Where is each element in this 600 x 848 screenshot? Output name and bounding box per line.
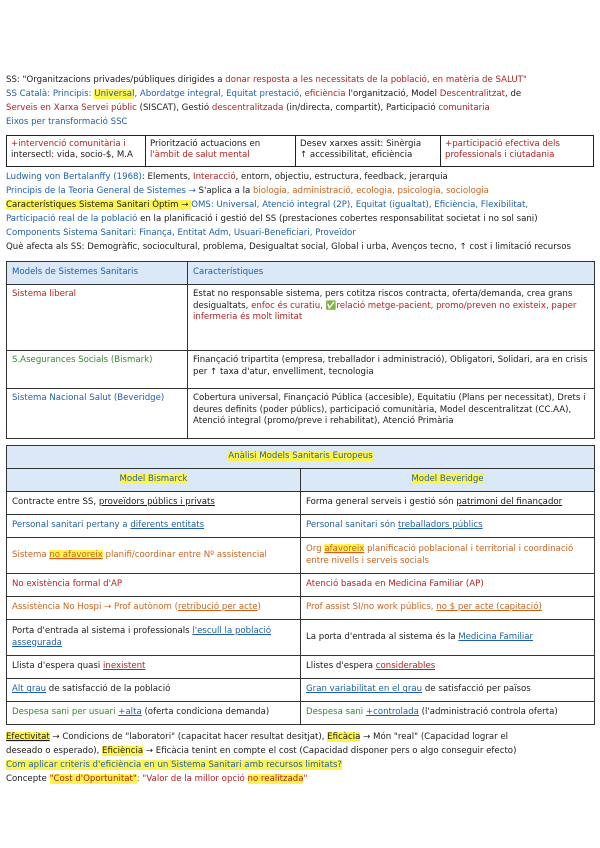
table-title: Anàlisi Models Sanitaris Europeus: [7, 446, 595, 469]
eixos-boxes: [6, 135, 594, 167]
table-row: [7, 351, 595, 389]
table-row: [7, 285, 595, 351]
table-row: [7, 702, 595, 725]
afecta-line: Què afecta als SS: Demogràfic, sociocultural, problema, Desigualtat social, Global i urba, Avenços tecno, ↑ cost i limitació recursos: [6, 242, 571, 252]
caracteristiques-line1: Característiques Sistema Sanitari Òptim → OMS: Universal, Atenció integral (2P), Equitat (igualtat), Eficiència, Flexibilitat,: [6, 200, 529, 210]
bismarck-cell: Despesa sani per usuari +alta (oferta condiciona demanda): [7, 702, 301, 725]
caracteristiques-line2: Participació real de la població en la planificació i gestió del SS (prestaciones cobertes responsabilitat societat i no sol sani): [6, 214, 538, 224]
bismarck-cell: Porta d'entrada al sistema i professionals l'escull la població assegurada: [7, 620, 301, 656]
bertalanffy-line: Ludwing von Bertalanffy (1968): Elements, Interacció, entorn, objectiu, estructura, feedback, jerarquia: [6, 172, 448, 182]
beveridge-cell: Gran variabilitat en el grau de satisfacció per països: [301, 679, 595, 702]
model-name: S.Asegurances Socials (Bismark): [7, 351, 188, 389]
header-caracteristiques: Característiques: [188, 262, 595, 285]
table-title-row: [7, 446, 595, 469]
ss-principis-line1: SS Català: Principis: Universal, Abordatge integral, Equitat prestació, eficiència l'organització, Model Descentralitzat, de: [6, 89, 522, 99]
bismarck-cell: Personal sanitari pertany a diferents entitats: [7, 515, 301, 538]
eficiencia-question: Com aplicar criteris d'eficiència en un Sistema Sanitari amb recursos limitats?: [6, 760, 342, 770]
header-beveridge: Model Beveridge: [301, 469, 595, 492]
eixos-heading: Eixos per transformació SSC: [6, 117, 128, 127]
bismarck-cell: No existència formal d'AP: [7, 574, 301, 597]
table-row: [7, 538, 595, 574]
efectivitat-line2: deseado o esperado), Eficiència → Eficàcia tenint en compte el cost (Capacidad disponer pers o algo conseguir efecto): [6, 746, 517, 756]
beveridge-cell: Prof assist SI/no work públics, no $ per acte (capitació): [301, 597, 595, 620]
european-models-table: [6, 445, 595, 725]
table-row: [7, 597, 595, 620]
bismarck-cell: Sistema no afavoreix planifi/coordinar entre Nº assistencial: [7, 538, 301, 574]
beveridge-cell: La porta d'entrada al sistema és la Medicina Familiar: [301, 620, 595, 656]
beveridge-cell: Org afavoreix planificació poblacional i territorial i coordinació entre nivells i serveis socials: [301, 538, 595, 574]
bismarck-cell: Contracte entre SS, proveïdors públics i privats: [7, 492, 301, 515]
beveridge-cell: Llistes d'espera considerables: [301, 656, 595, 679]
table-row: [7, 620, 595, 656]
bismarck-cell: Llista d'espera quasi inexistent: [7, 656, 301, 679]
tgs-principis-line: Principis de la Teoria General de Sistemes → S'aplica a la biologia, administració, ecologia, psicologia, sociologia: [6, 186, 489, 196]
table-row: [7, 656, 595, 679]
models-table: [6, 261, 595, 439]
beveridge-cell: Atenció basada en Medicina Familiar (AP): [301, 574, 595, 597]
eixo-box: Priorització actuacions en l'àmbit de salut mental: [146, 136, 296, 166]
bismarck-cell: Alt grau de satisfacció de la població: [7, 679, 301, 702]
ss-definition: SS: "Organitzacions privades/públiques dirigides a donar resposta a les necessitats de la població, en matèria de SALUT": [6, 75, 527, 85]
table-row: [7, 574, 595, 597]
table-header-row: [7, 262, 595, 285]
components-line: Components Sistema Sanitari: Finança, Entitat Adm, Usuari-Beneficiari, Proveïdor: [6, 228, 356, 238]
footer-notes: [6, 731, 594, 786]
table-row: [7, 389, 595, 439]
header-bismarck: Model Bismarck: [7, 469, 301, 492]
beveridge-cell: Forma general serveis i gestió són patrimoni del finançador: [301, 492, 595, 515]
model-text: Finançació tripartita (empresa, treballador i administració), Obligatori, Solidari, ara en crisis per ↑ taxa d'atur, envelliment, tecnologia: [188, 351, 595, 389]
table-row: [7, 515, 595, 538]
notes-page: [6, 74, 594, 787]
model-text: Estat no responsable sistema, pers cotitza riscos contracta, oferta/demanda, crea grans desigualtats, enfoc és curatiu, ✅relació metge-pacient, promo/preven no existeix, paper infermeria és molt limitat: [188, 285, 595, 351]
header-model: Models de Sistemes Sanitaris: [7, 262, 188, 285]
ss-principis-line2: Serveis en Xarxa Servei públic (SISCAT), Gestió descentralitzada (in/directa, compartit), Participació comunitaria: [6, 103, 490, 113]
cost-oportunitat-line: Concepte "Cost d'Oportunitat": "Valor de la millor opció no realitzada": [6, 774, 308, 784]
eixo-box: +participació efectiva dels professionals i ciutadania: [445, 139, 560, 160]
efectivitat-line1: Efectivitat → Condicions de "laboratori" (capacitat hacer resultat desitjat), Eficàcia → Món "real" (Capacidad lograr el: [6, 732, 509, 742]
beveridge-cell: Personal sanitari són treballadors públics: [301, 515, 595, 538]
table-row: [7, 492, 595, 515]
model-name: Sistema Nacional Salut (Beveridge): [7, 389, 188, 439]
model-name: Sistema liberal: [7, 285, 188, 351]
eixo-box: +intervenció comunitària i intersectl: vida, socio-$, M.A: [7, 136, 146, 166]
beveridge-cell: Despesa sani +controlada (l'administració controla oferta): [301, 702, 595, 725]
model-text: Cobertura universal, Finançació Pública (accesible), Equitatiu (Plans per necessitat), Drets i deures definits (poder públics), participació comunitària, Model descentralitzat (CC.AA), Atenció integral (promo/preve i rehabilitat), Atenció Primària: [188, 389, 595, 439]
bismarck-cell: Assistència No Hospi → Prof autònom (retribució per acte): [7, 597, 301, 620]
eixo-box: Desev xarxes assit: Sinèrgia ↑ accessibilitat, eficiència: [296, 136, 441, 166]
table-row: [7, 679, 595, 702]
table-header-row: [7, 469, 595, 492]
